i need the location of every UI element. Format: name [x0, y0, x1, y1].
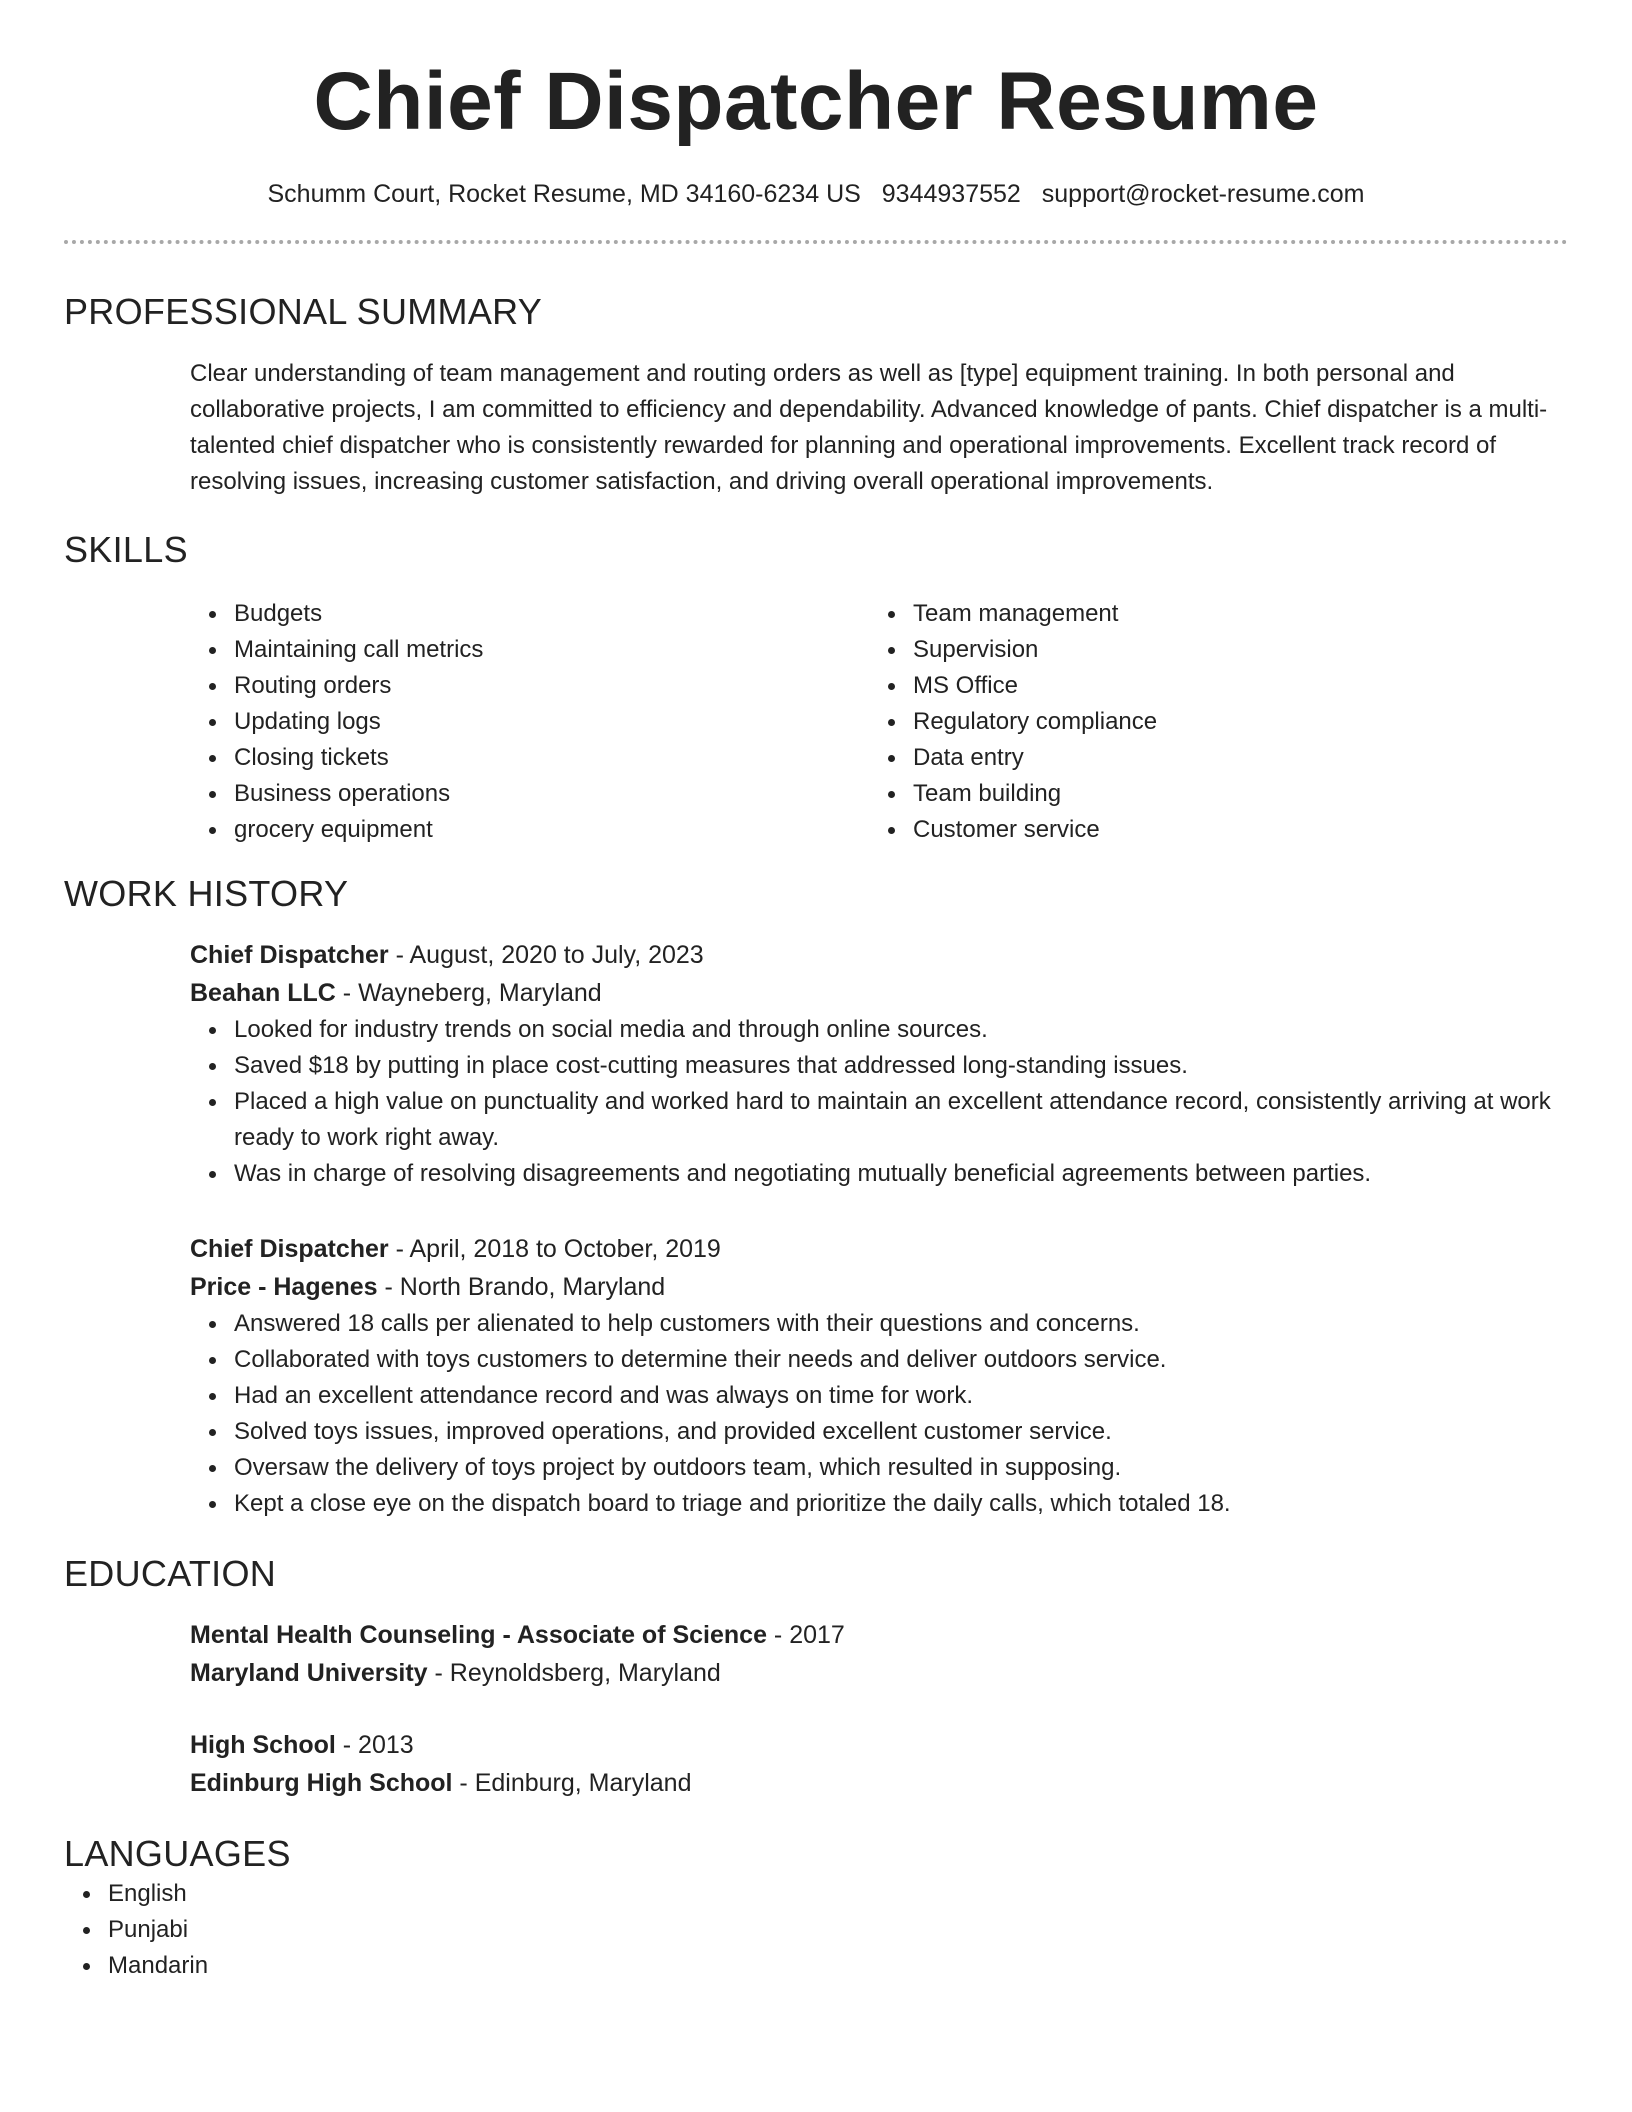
skill-item: Routing orders: [234, 668, 869, 704]
resume-title: Chief Dispatcher Resume: [313, 56, 1319, 147]
job-bullet: Saved $18 by putting in place cost-cutting measures that addressed long-standing issues.: [234, 1048, 1568, 1084]
education-location: - Reynoldsberg, Maryland: [427, 1659, 721, 1687]
job-location: - North Brando, Maryland: [377, 1273, 666, 1301]
job-dates: - April, 2018 to October, 2019: [388, 1235, 721, 1263]
education-year: - 2013: [335, 1731, 414, 1759]
job-role: Chief Dispatcher: [190, 941, 389, 969]
job-role: Chief Dispatcher: [190, 1235, 389, 1263]
education-degree-line: [190, 1616, 1568, 1654]
skill-item: Regulatory compliance: [913, 704, 1548, 740]
job-company: Beahan LLC: [190, 979, 336, 1007]
education-year: - 2017: [766, 1621, 845, 1649]
job-bullet: Looked for industry trends on social media and through online sources.: [234, 1012, 1568, 1048]
language-item: Mandarin: [108, 1948, 1568, 1984]
job-bullet: Kept a close eye on the dispatch board to triage and prioritize the daily calls, which totaled 18.: [234, 1486, 1568, 1522]
education-entry: [190, 1616, 1568, 1692]
job-bullet: Answered 18 calls per alienated to help customers with their questions and concerns.: [234, 1306, 1568, 1342]
job-entry: [190, 1230, 1568, 1522]
contact-phone: 9344937552: [881, 180, 1021, 208]
education-degree: Mental Health Counseling - Associate of Science: [190, 1621, 767, 1649]
job-bullet: Was in charge of resolving disagreements and negotiating mutually beneficial agreements between parties.: [234, 1156, 1568, 1192]
job-company: Price - Hagenes: [190, 1273, 378, 1301]
job-bullet: Had an excellent attendance record and was always on time for work.: [234, 1378, 1568, 1414]
job-bullets: [190, 1306, 1568, 1522]
summary-text: Clear understanding of team management and routing orders as well as [type] equipment training. In both personal and collaborative projects, I am committed to efficiency and dependability. Advanced knowledge of pants. Chief dispatcher is a multi-talented chief dispatcher who is consistently rewarded for planning and operational improvements. Excellent track record of resolving issues, increasing customer satisfaction, and driving overall operational improvements.: [190, 360, 1548, 495]
skills-heading: SKILLS: [64, 529, 188, 570]
skill-item: Maintaining call metrics: [234, 632, 869, 668]
job-dates: - August, 2020 to July, 2023: [388, 941, 704, 969]
skills-column-left: [190, 596, 869, 848]
contact-line: [64, 176, 1568, 212]
header-divider: [64, 240, 1568, 244]
skill-item: Customer service: [913, 812, 1548, 848]
education-location: - Edinburg, Maryland: [452, 1769, 692, 1797]
skill-item: Data entry: [913, 740, 1548, 776]
job-title-line: [190, 936, 1568, 974]
languages-heading: LANGUAGES: [64, 1833, 291, 1874]
work-history-heading: WORK HISTORY: [64, 873, 349, 914]
education-degree-line: [190, 1726, 1568, 1764]
language-item: English: [108, 1876, 1568, 1912]
education-school-line: [190, 1764, 1568, 1802]
education-heading: EDUCATION: [64, 1553, 277, 1594]
summary-heading: PROFESSIONAL SUMMARY: [64, 291, 543, 332]
education-school-line: [190, 1654, 1568, 1692]
job-company-line: [190, 974, 1568, 1012]
languages-list: [64, 1876, 1568, 1984]
language-item: Punjabi: [108, 1912, 1568, 1948]
skills-list: [190, 596, 1568, 848]
job-bullets: [190, 1012, 1568, 1192]
job-location: - Wayneberg, Maryland: [335, 979, 602, 1007]
education-school: Maryland University: [190, 1659, 428, 1687]
skill-item: Team building: [913, 776, 1548, 812]
job-bullet: Placed a high value on punctuality and worked hard to maintain an excellent attendance record, consistently arriving at work ready to work right away.: [234, 1084, 1568, 1156]
contact-email: support@rocket-resume.com: [1041, 180, 1365, 208]
education-entry: [190, 1726, 1568, 1802]
education-school: Edinburg High School: [190, 1769, 453, 1797]
contact-address: Schumm Court, Rocket Resume, MD 34160-6234 US: [267, 180, 861, 208]
job-company-line: [190, 1268, 1568, 1306]
skill-item: Supervision: [913, 632, 1548, 668]
job-title-line: [190, 1230, 1568, 1268]
resume-page: [64, 0, 1568, 1984]
skill-item: Closing tickets: [234, 740, 869, 776]
job-bullet: Oversaw the delivery of toys project by outdoors team, which resulted in supposing.: [234, 1450, 1568, 1486]
skills-column-right: [869, 596, 1548, 848]
job-bullet: Solved toys issues, improved operations, and provided excellent customer service.: [234, 1414, 1568, 1450]
skill-item: Business operations: [234, 776, 869, 812]
skill-item: Team management: [913, 596, 1548, 632]
job-entry: [190, 936, 1568, 1192]
education-degree: High School: [190, 1731, 336, 1759]
skill-item: grocery equipment: [234, 812, 869, 848]
skill-item: MS Office: [913, 668, 1548, 704]
skill-item: Budgets: [234, 596, 869, 632]
skill-item: Updating logs: [234, 704, 869, 740]
job-bullet: Collaborated with toys customers to determine their needs and deliver outdoors service.: [234, 1342, 1568, 1378]
